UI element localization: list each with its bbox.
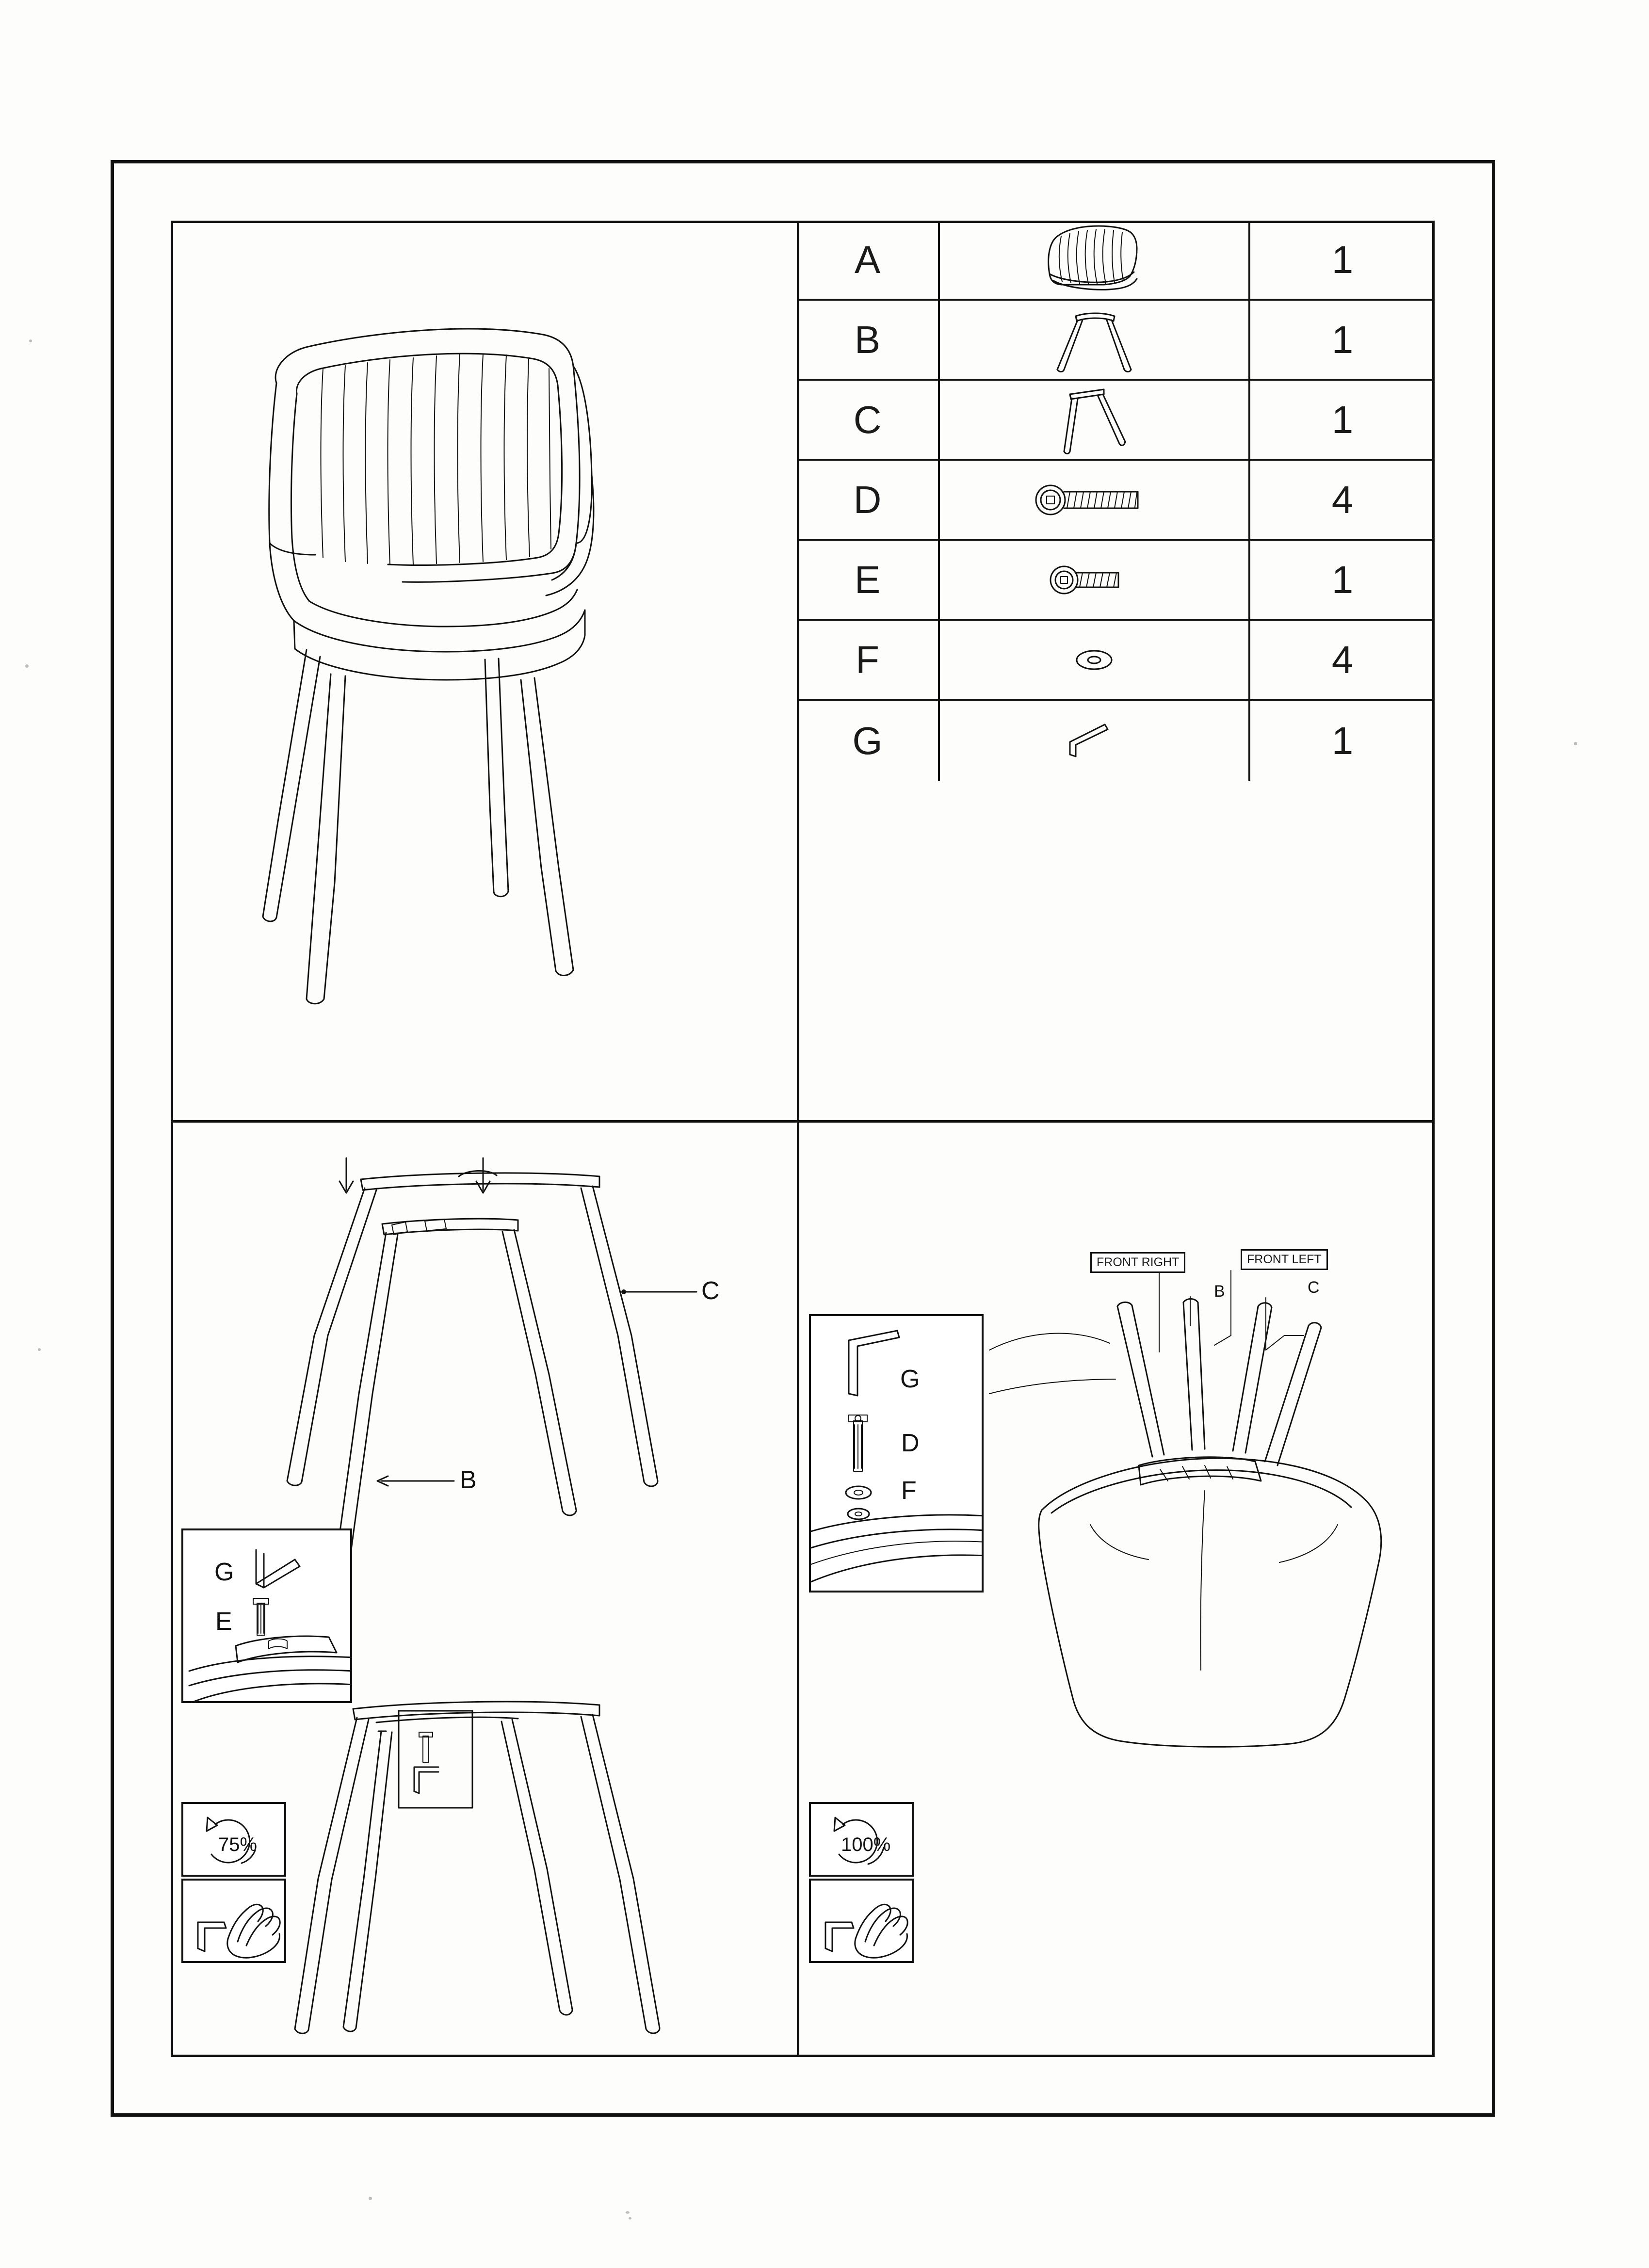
callout-hardware xyxy=(809,1314,984,1592)
chair-seat-shell-icon xyxy=(940,221,1250,299)
part-letter: G xyxy=(797,701,940,781)
part-letter: E xyxy=(797,541,940,619)
hand-tool-icon-box xyxy=(181,1879,286,1963)
front-leg-frame-icon xyxy=(940,381,1250,459)
part-letter: D xyxy=(797,461,940,539)
paper-speck xyxy=(1574,742,1577,745)
table-row xyxy=(797,301,1435,381)
callout-label-d: D xyxy=(901,1429,920,1457)
washer-icon xyxy=(940,621,1250,699)
part-letter: C xyxy=(797,381,940,459)
part-letter: A xyxy=(797,221,940,299)
callout-label-e: E xyxy=(215,1608,232,1636)
table-row xyxy=(797,621,1435,701)
label-leg-c: C xyxy=(1308,1278,1320,1297)
torque-badge-100 xyxy=(809,1802,914,1877)
paper-speck xyxy=(626,2211,630,2214)
part-quantity: 1 xyxy=(1331,558,1354,601)
callout-label-g: G xyxy=(900,1365,920,1393)
callout-label-g: G xyxy=(214,1558,234,1586)
table-row xyxy=(797,701,1435,781)
label-part-c: C xyxy=(701,1277,720,1305)
paper-speck xyxy=(25,664,29,668)
step-2-illustration xyxy=(799,1122,1434,2056)
table-row xyxy=(797,461,1435,541)
part-letter: B xyxy=(797,301,940,379)
parts-list-table xyxy=(797,221,1435,1120)
part-quantity: 1 xyxy=(1331,719,1354,762)
paper-speck xyxy=(29,339,32,342)
label-part-b: B xyxy=(460,1466,477,1494)
callout-allen-key-and-bolt xyxy=(181,1528,352,1703)
tag-front-left: FRONT LEFT xyxy=(1241,1249,1328,1270)
short-bolt-icon xyxy=(940,541,1250,619)
assembled-chair-illustration xyxy=(175,223,795,1118)
hand-tool-icon-box xyxy=(809,1879,914,1963)
part-quantity: 1 xyxy=(1331,318,1354,361)
step-1-illustration xyxy=(173,1122,796,2056)
part-quantity: 1 xyxy=(1331,398,1354,441)
table-row xyxy=(797,541,1435,621)
torque-percent-label: 100% xyxy=(841,1834,891,1855)
rear-leg-frame-icon xyxy=(940,301,1250,379)
paper-speck xyxy=(629,2217,631,2220)
part-quantity: 1 xyxy=(1331,238,1354,281)
table-row xyxy=(797,221,1435,301)
paper-speck xyxy=(38,1348,41,1351)
part-quantity: 4 xyxy=(1331,478,1354,521)
table-row xyxy=(797,381,1435,461)
tag-front-right: FRONT RIGHT xyxy=(1090,1252,1185,1273)
label-leg-b: B xyxy=(1214,1282,1225,1301)
part-letter: F xyxy=(797,621,940,699)
part-quantity: 4 xyxy=(1331,638,1354,681)
paper-speck xyxy=(369,2197,372,2200)
long-bolt-icon xyxy=(940,461,1250,539)
torque-percent-label: 75% xyxy=(218,1834,258,1855)
callout-label-f: F xyxy=(901,1477,917,1505)
torque-badge-75 xyxy=(181,1802,286,1877)
allen-key-icon xyxy=(940,701,1250,781)
